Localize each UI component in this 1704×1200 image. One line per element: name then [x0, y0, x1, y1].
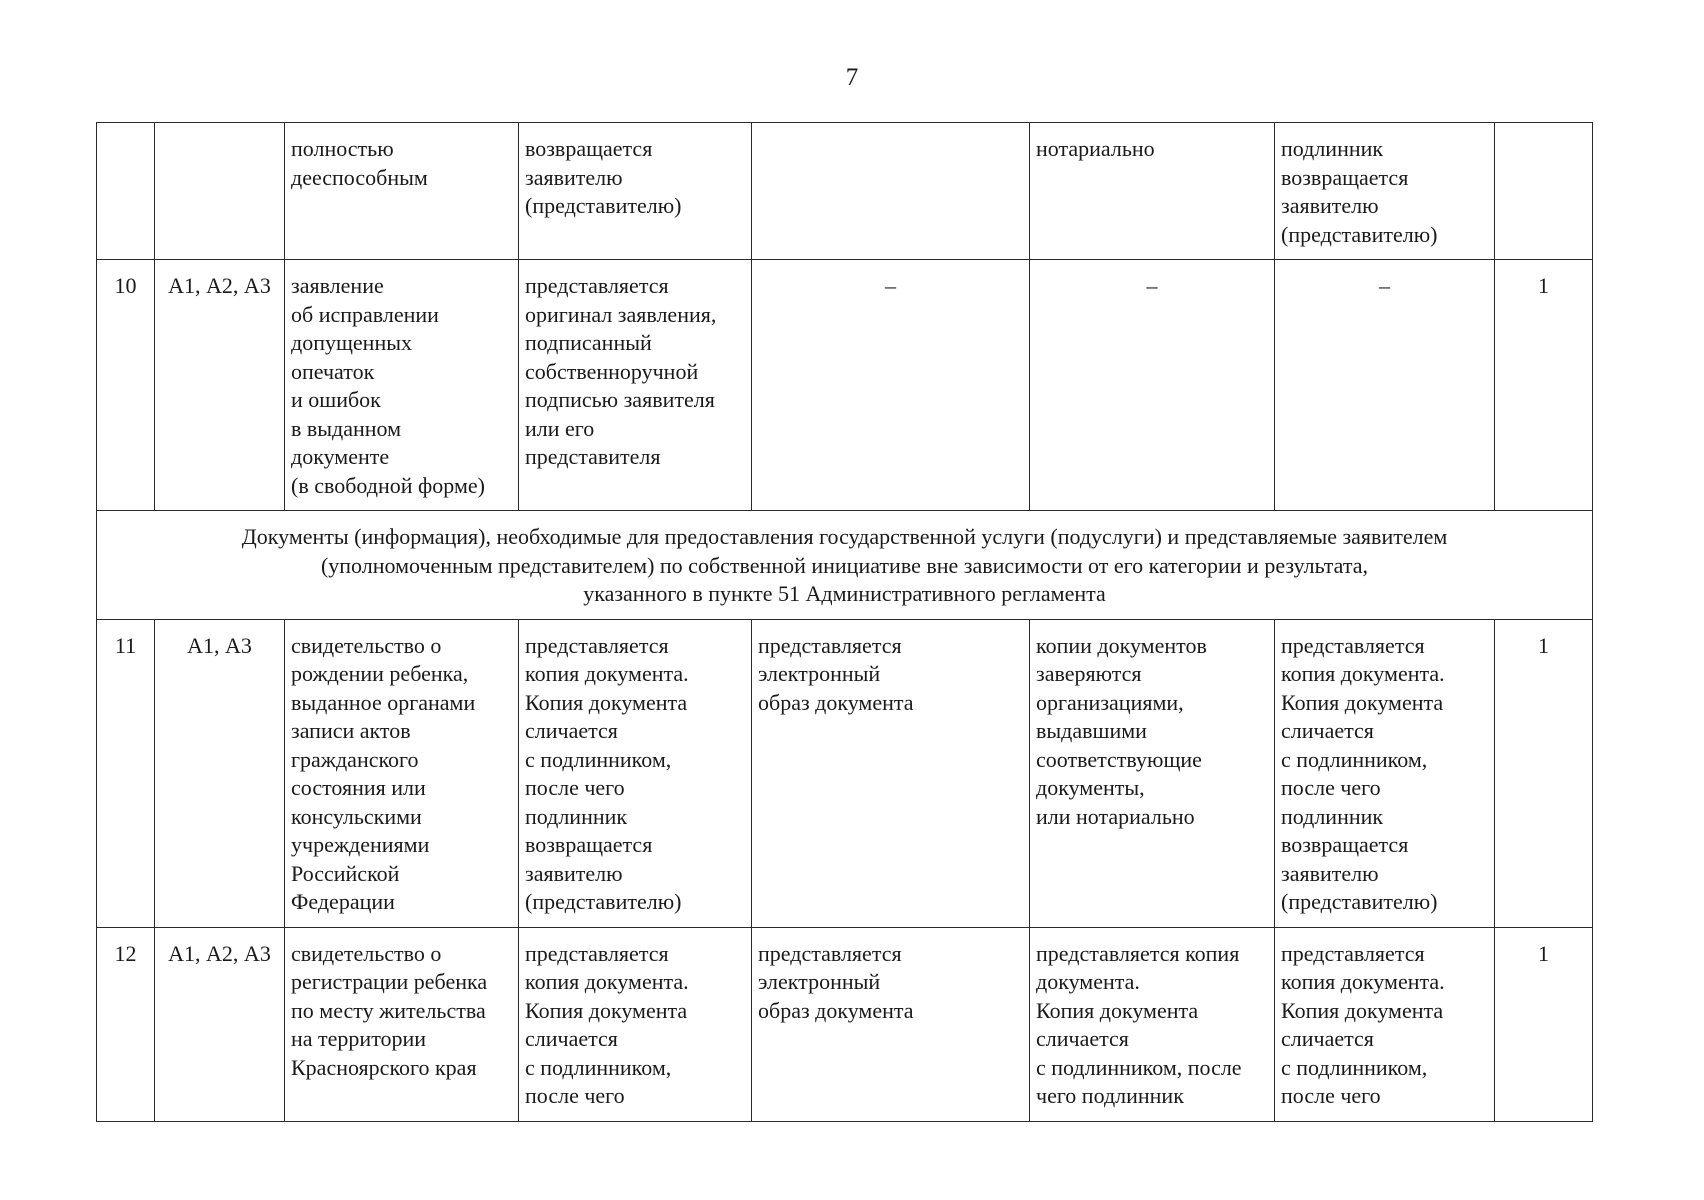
cell-document: заявление об исправлении допущенных опечаток и ошибок в выданном документе (в свободной форме) — [285, 260, 519, 511]
cell-categories — [155, 123, 285, 260]
cell-electronic-form: представляется электронный образ документа — [752, 619, 1030, 927]
cell-electronic-form: – — [752, 260, 1030, 511]
cell-quantity — [1495, 123, 1593, 260]
cell-requirements: представляется копия документа. Копия документа сличается с подлинником, после чего подлинник возвращается заявителю (представителю) — [1275, 619, 1495, 927]
cell-document: полностью дееспособным — [285, 123, 519, 260]
cell-quantity: 1 — [1495, 927, 1593, 1121]
section-heading: Документы (информация), необходимые для предоставления государственной услуги (подуслуги) и представляемые заявителем (уполномоченным представителем) по собственной инициативе вне зависимости от его категории и результата, указанного в пункте 51 Административного регламента — [97, 511, 1593, 620]
cell-document: свидетельство о регистрации ребенка по месту жительства на территории Красноярского края — [285, 927, 519, 1121]
cell-electronic-form — [752, 123, 1030, 260]
cell-document: свидетельство о рождении ребенка, выданное органами записи актов гражданского состояния или консульскими учреждениями Российской Федерации — [285, 619, 519, 927]
cell-number — [97, 123, 155, 260]
cell-electronic-form: представляется электронный образ документа — [752, 927, 1030, 1121]
cell-certification: представляется копия документа. Копия документа сличается с подлинником, после чего подлинник — [1030, 927, 1275, 1121]
documents-table — [96, 122, 1593, 1122]
cell-paper-form: представляется копия документа. Копия документа сличается с подлинником, после чего — [519, 927, 752, 1121]
cell-certification: копии документов заверяются организациями, выдавшими соответствующие документы, или нотариально — [1030, 619, 1275, 927]
cell-number: 12 — [97, 927, 155, 1121]
cell-categories: А1, А2, А3 — [155, 927, 285, 1121]
cell-requirements: представляется копия документа. Копия документа сличается с подлинником, после чего — [1275, 927, 1495, 1121]
cell-categories: А1, А3 — [155, 619, 285, 927]
table-row — [97, 619, 1593, 927]
cell-paper-form: возвращается заявителю (представителю) — [519, 123, 752, 260]
page-number: 7 — [845, 64, 859, 91]
table-row — [97, 260, 1593, 511]
table-row — [97, 123, 1593, 260]
cell-quantity: 1 — [1495, 260, 1593, 511]
cell-requirements: подлинник возвращается заявителю (представителю) — [1275, 123, 1495, 260]
table-row — [97, 927, 1593, 1121]
section-header-row — [97, 511, 1593, 620]
cell-categories: А1, А2, А3 — [155, 260, 285, 511]
cell-requirements: – — [1275, 260, 1495, 511]
cell-number: 11 — [97, 619, 155, 927]
cell-certification: нотариально — [1030, 123, 1275, 260]
cell-certification: – — [1030, 260, 1275, 511]
cell-number: 10 — [97, 260, 155, 511]
cell-paper-form: представляется копия документа. Копия документа сличается с подлинником, после чего подлинник возвращается заявителю (представителю) — [519, 619, 752, 927]
cell-paper-form: представляется оригинал заявления, подписанный собственноручной подписью заявителя или его представителя — [519, 260, 752, 511]
cell-quantity: 1 — [1495, 619, 1593, 927]
